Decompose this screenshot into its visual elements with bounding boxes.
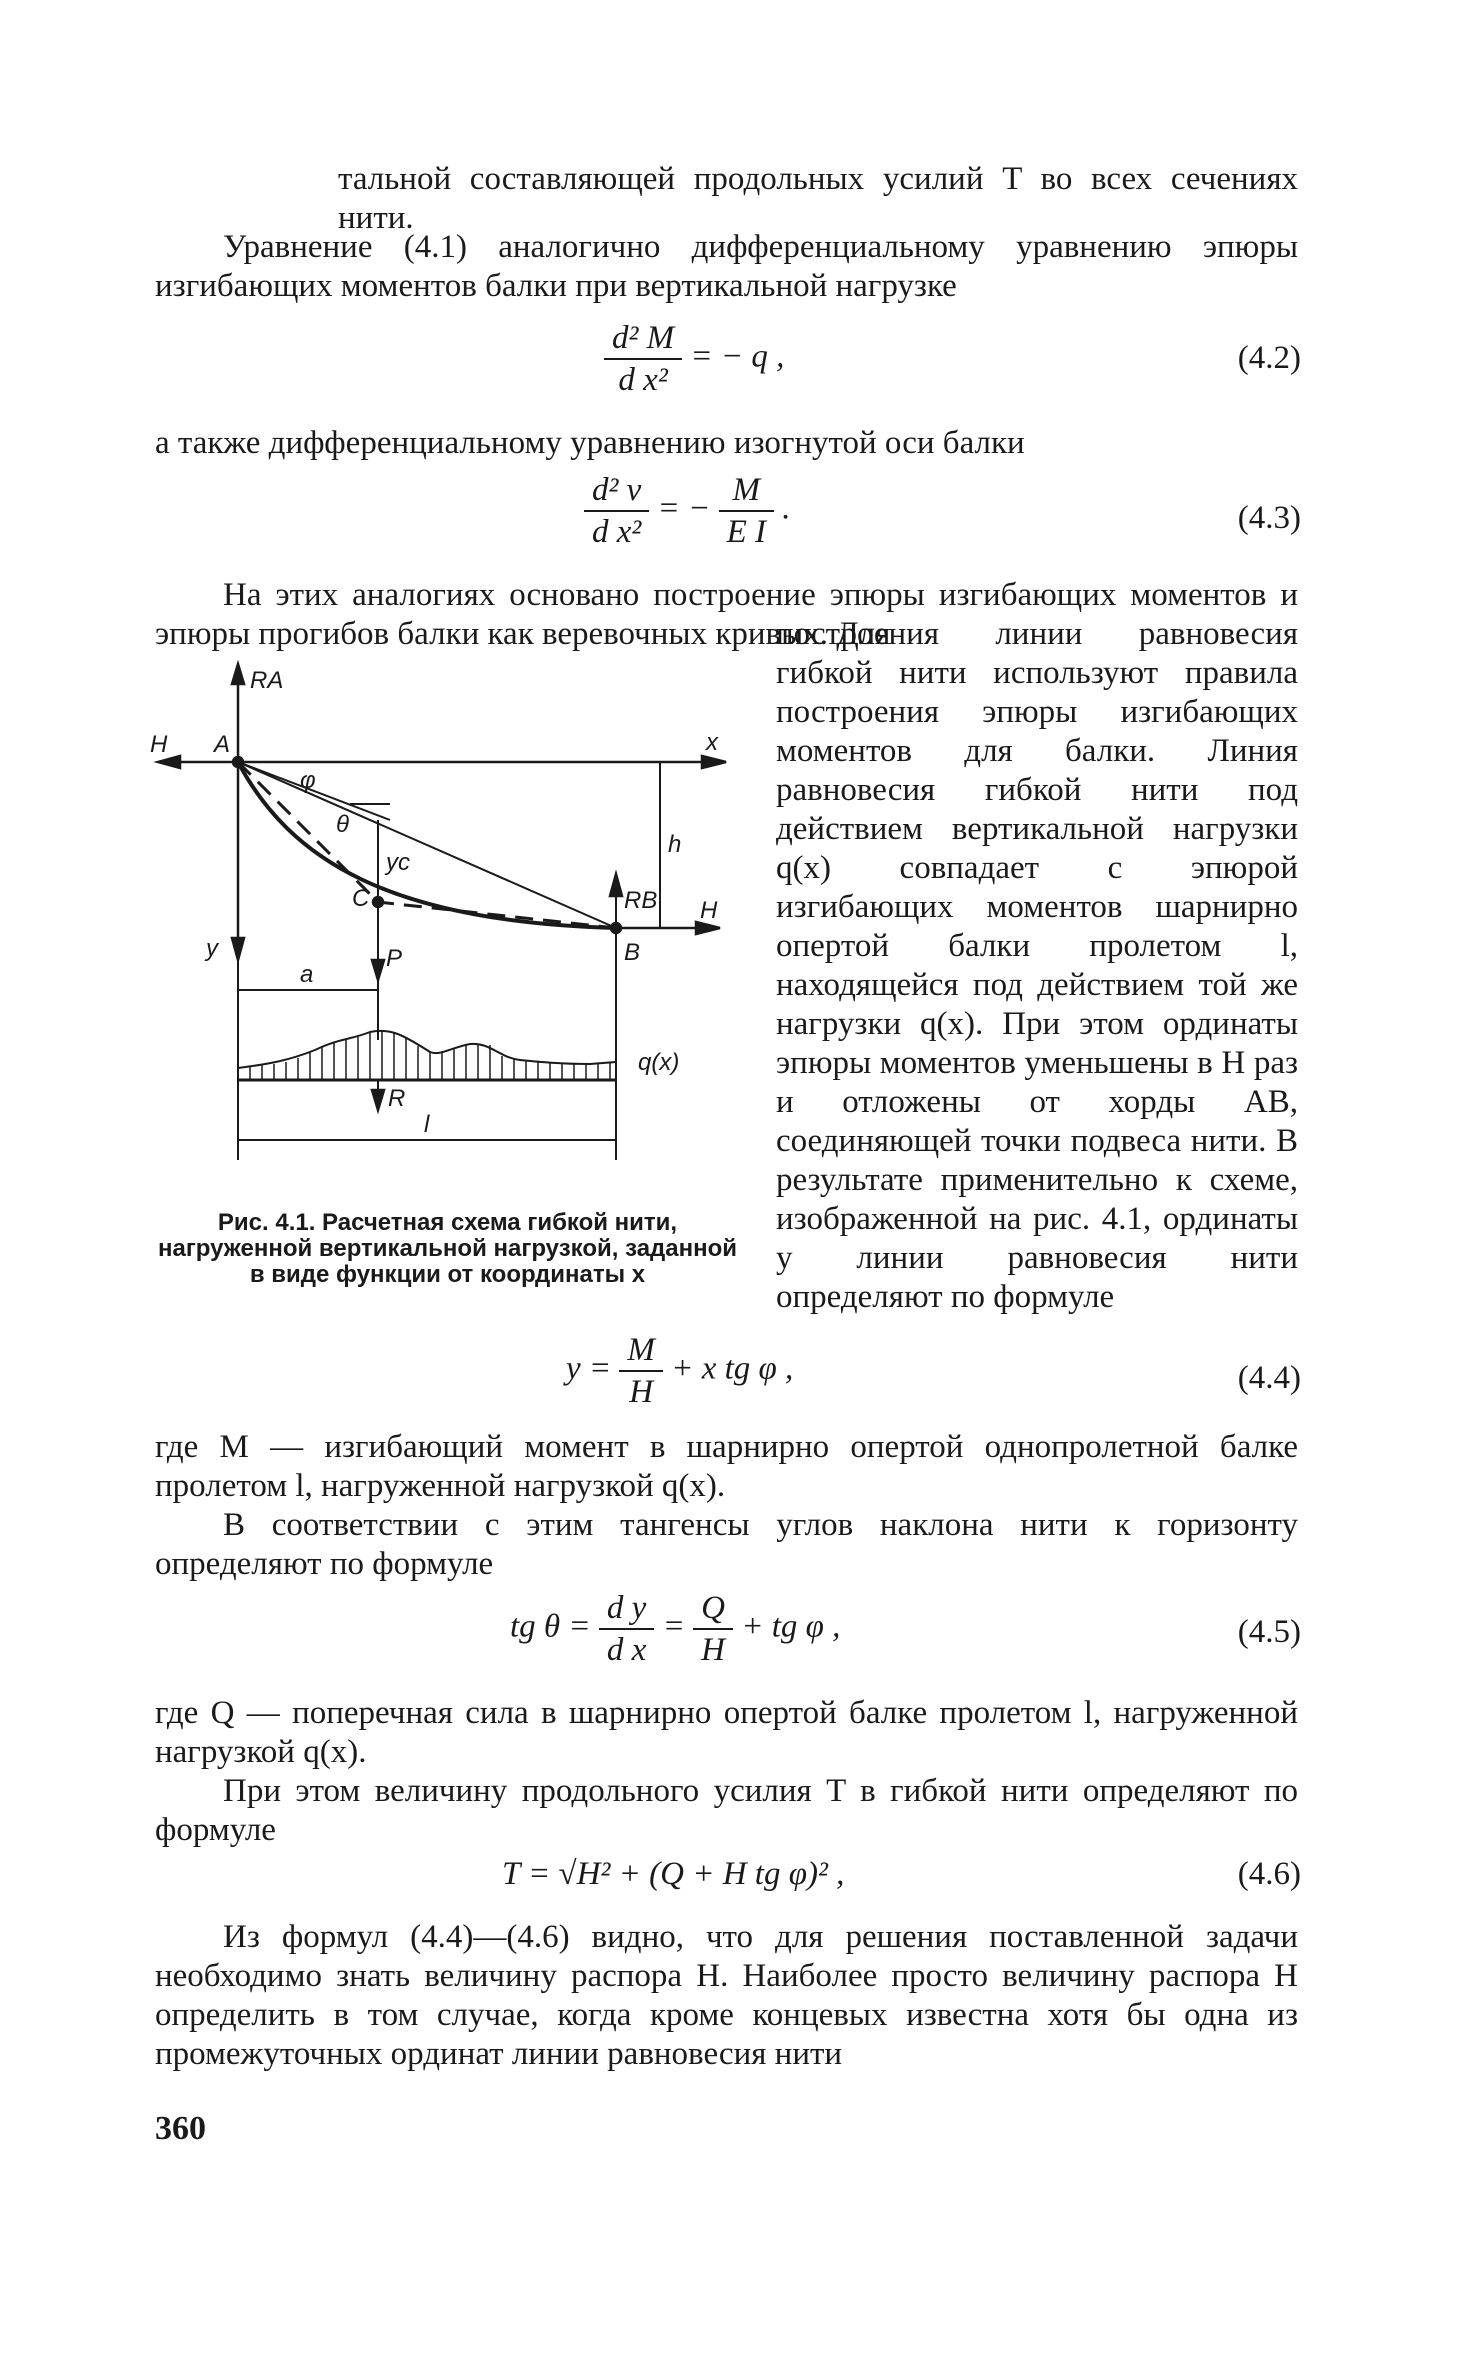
r-arrow-head — [372, 1090, 384, 1110]
eq44-rhs: + x tg φ , — [671, 1350, 794, 1387]
load-curve — [238, 1031, 616, 1068]
point-c-marker — [373, 897, 383, 907]
paragraph-3: а также дифференциальному уравнению изогнутой оси балки — [155, 425, 1025, 461]
label-a-dim: a — [300, 961, 314, 988]
paragraph-2: Уравнение (4.1) аналогично дифференциальному уравнению эпюры изгибающих моментов балки при вертикальной нагрузке — [155, 229, 1298, 304]
eq45-denominator-2: H — [701, 1632, 725, 1668]
paragraph-5: где M — изгибающий момент в шарнирно опертой однопролетной балке пролетом l, нагруженной нагрузкой q(x). — [155, 1429, 1298, 1504]
y-arrow-head — [232, 938, 244, 960]
eq44-lhs: y = — [566, 1350, 612, 1387]
equation-number-4-2: (4.2) — [1237, 340, 1301, 376]
equation-number-4-3: (4.3) — [1237, 500, 1301, 536]
paragraph-6: В соответствии с этим тангенсы углов наклона нити к горизонту определяют по формуле — [155, 1507, 1298, 1582]
label-l: l — [424, 1111, 430, 1138]
eq45-denominator: d x — [606, 1632, 647, 1668]
eq43-numerator: d² v — [584, 470, 649, 512]
eq44-denominator: H — [629, 1374, 654, 1410]
eq42-denominator: d x² — [618, 362, 668, 398]
paragraph-4-right: построения линии равновесия гибкой нити используют правила построения эпюры изгибающих моментов для балки. Линия равновесия гибкой нити под действием вертикальной нагрузки q(x) совпадает с эпюрой изгибающих моментов шарнирно опертой балки пролетом l, находящейся под действием той же нагрузки q(x). При этом ординаты эпюры моментов уменьшены в H раз и отложены от хорды AB, соединяющей точки подвеса нити. В результате применительно к схеме, изображенной на рис. 4.1, ординаты y линии равновесия нити определяют по формуле — [776, 616, 1298, 1315]
label-theta: θ — [336, 811, 350, 838]
p-arrow-head — [372, 960, 384, 980]
eq45-numerator-2: Q — [693, 1588, 733, 1630]
eq45-rhs: + tg φ , — [741, 1608, 841, 1645]
equation-4-3 — [584, 470, 791, 552]
label-ra: RA — [250, 667, 284, 694]
equation-number-4-6: (4.6) — [1237, 1856, 1301, 1892]
page-number: 360 — [155, 2110, 206, 2147]
ra-arrow-head — [232, 664, 244, 684]
label-a: A — [214, 731, 231, 758]
figure-caption: Рис. 4.1. Расчетная схема гибкой нити, нагруженной вертикальной нагрузкой, заданной в виде функции от координаты x — [157, 1209, 738, 1288]
label-c: C — [352, 885, 370, 912]
eq43-numerator-2: M — [719, 470, 774, 512]
paragraph-7: где Q — поперечная сила в шарнирно опертой балке пролетом l, нагруженной нагрузкой q(x). — [155, 1695, 1298, 1770]
equation-4-4 — [566, 1330, 793, 1412]
point-a-marker — [233, 757, 243, 767]
label-h: h — [668, 831, 682, 858]
figure-4-1 — [140, 660, 750, 1170]
rb-arrow-head — [610, 874, 622, 896]
eq45-numerator: d y — [599, 1588, 654, 1630]
paragraph-8: При этом величину продольного усилия T в гибкой нити определяют по формуле — [155, 1773, 1298, 1848]
label-y: y — [206, 935, 218, 962]
eq42-rhs: = − q , — [690, 338, 785, 375]
label-b: B — [624, 939, 641, 966]
equation-4-6: T = √H² + (Q + H tg φ)² , — [502, 1856, 845, 1892]
label-qx: q(x) — [638, 1049, 680, 1076]
label-h-left: H — [150, 731, 168, 758]
eq43-tail: . — [782, 490, 791, 527]
label-x: x — [706, 729, 718, 756]
paragraph-1: тальной составляющей продольных усилий T во всех сечениях нити. — [338, 161, 1298, 236]
label-phi: φ — [300, 767, 316, 794]
eq43-mid: = − — [657, 490, 711, 527]
eq44-numerator: M — [619, 1330, 663, 1372]
equation-4-2 — [604, 318, 784, 400]
label-h-right: H — [700, 897, 718, 924]
equation-number-4-5: (4.5) — [1237, 1614, 1301, 1650]
eq45-mid: = — [662, 1608, 685, 1645]
paragraph-4-top: На этих аналогиях основано построение эпюры изгибающих моментов и эпюры прогибов балки как веревочных кривых. Для — [155, 577, 1298, 652]
label-yc: yc — [386, 849, 410, 876]
label-r: R — [388, 1085, 406, 1112]
eq43-denominator-2: E I — [726, 514, 766, 550]
paragraph-9: Из формул (4.4)—(4.6) видно, что для решения поставленной задачи необходимо знать величину распора H. Наиболее просто величину распора H определить в том случае, когда кроме концевых известна хотя бы одна из промежуточных ординат линии равновесия нити — [155, 1919, 1298, 2072]
eq43-denominator: d x² — [592, 514, 642, 550]
eq45-lhs: tg θ = — [510, 1608, 591, 1645]
label-p: P — [386, 945, 403, 972]
eq42-numerator: d² M — [604, 318, 682, 360]
x-arrow-head — [702, 756, 726, 768]
equation-4-5 — [510, 1588, 840, 1670]
point-b-marker — [611, 923, 621, 933]
label-rb: RB — [624, 887, 658, 914]
equation-number-4-4: (4.4) — [1237, 1360, 1301, 1396]
